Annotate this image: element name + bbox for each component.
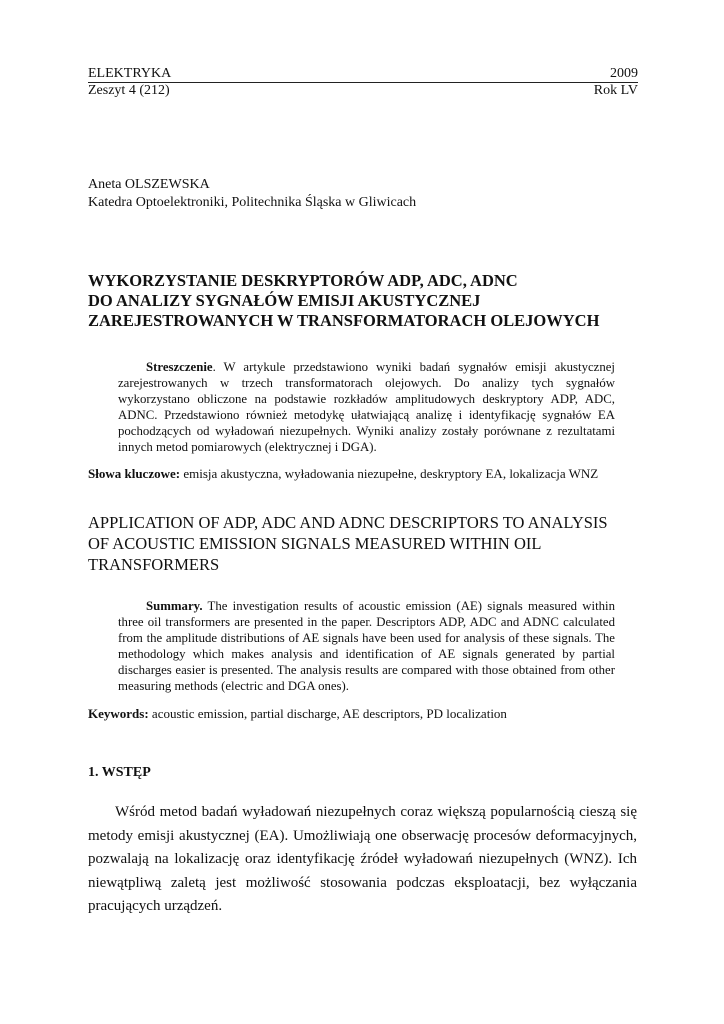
abstract-polish-label: Streszczenie — [146, 360, 213, 374]
abstract-english-label: Summary. — [146, 599, 203, 613]
journal-name: ELEKTRYKA — [88, 66, 172, 81]
title-polish — [88, 271, 648, 331]
abstract-english-text: The investigation results of acoustic emission (AE) signals measured within three oil transformers are presented in the paper. Descriptors ADP, ADC and ADNC calculated from the amplitude distributions of AE signals have been used for analysis of these signals. The methodology which makes analysis and identification of AE signals generated by partial discharges easier is presented. The analysis results are compared with those obtained from other measuring methods (electric and DGA ones). — [118, 599, 615, 693]
journal-issue: Zeszyt 4 (212) — [88, 83, 170, 98]
author-block — [88, 176, 416, 212]
journal-year: 2009 — [610, 66, 638, 81]
journal-volume: Rok LV — [593, 83, 638, 98]
abstract-polish-text: . W artykule przedstawiono wyniki badań sygnałów emisji akustycznej zarejestrowanych w trzech transformatorach olejowych. Do analizy tych sygnałów wykorzystano obliczone na podstawie rozkładów amplitudowych deskryptory ADP, ADC, ADNC. Przedstawiono również metodykę ułatwiającą analizę i identyfikację sygnałów EA pochodzących od wyładowań niezupełnych. Wyniki analizy zostały porównane z rezultatami innych metod pomiarowych (elektrycznej i DGA). — [118, 360, 615, 454]
title-polish-line: DO ANALIZY SYGNAŁÓW EMISJI AKUSTYCZNEJ — [88, 291, 481, 310]
running-header-bottom — [88, 83, 638, 99]
title-polish-line: WYKORZYSTANIE DESKRYPTORÓW ADP, ADC, ADNC — [88, 271, 518, 290]
title-english — [88, 512, 648, 575]
keywords-polish-text: emisja akustyczna, wyładowania niezupełne, deskryptory EA, lokalizacja WNZ — [180, 466, 599, 481]
keywords-polish — [88, 466, 598, 482]
running-header-top — [88, 66, 638, 83]
abstract-english — [118, 598, 615, 694]
author-name: Aneta OLSZEWSKA — [88, 177, 210, 192]
abstract-polish — [118, 359, 615, 455]
section-body-text: Wśród metod badań wyładowań niezupełnych coraz większą popularnością cieszą się metody emisji akustycznej (EA). Umożliwiają one obserwację procesów deformacyjnych, pozwalają na lokalizację oraz identyfikację źródeł wyładowań niezupełnych (WNZ). Ich niewątpliwą zaletą jest możliwość stosowania podczas eksploatacji, bez wyłączania pracujących urządzeń. — [88, 804, 637, 914]
author-affiliation: Katedra Optoelektroniki, Politechnika Śląska w Gliwicach — [88, 195, 417, 210]
title-english-line: TRANSFORMERS — [88, 555, 220, 574]
title-polish-line: ZAREJESTROWANYCH W TRANSFORMATORACH OLEJOWYCH — [88, 311, 600, 330]
keywords-polish-label: Słowa kluczowe: — [88, 466, 181, 481]
keywords-english-label: Keywords: — [88, 706, 149, 721]
keywords-english — [88, 706, 507, 722]
title-english-line: APPLICATION OF ADP, ADC AND ADNC DESCRIPTORS TO ANALYSIS — [88, 513, 608, 532]
keywords-english-text: acoustic emission, partial discharge, AE descriptors, PD localization — [148, 706, 507, 721]
section-heading: 1. WSTĘP — [88, 765, 151, 780]
title-english-line: OF ACOUSTIC EMISSION SIGNALS MEASURED WITHIN OIL — [88, 534, 542, 553]
